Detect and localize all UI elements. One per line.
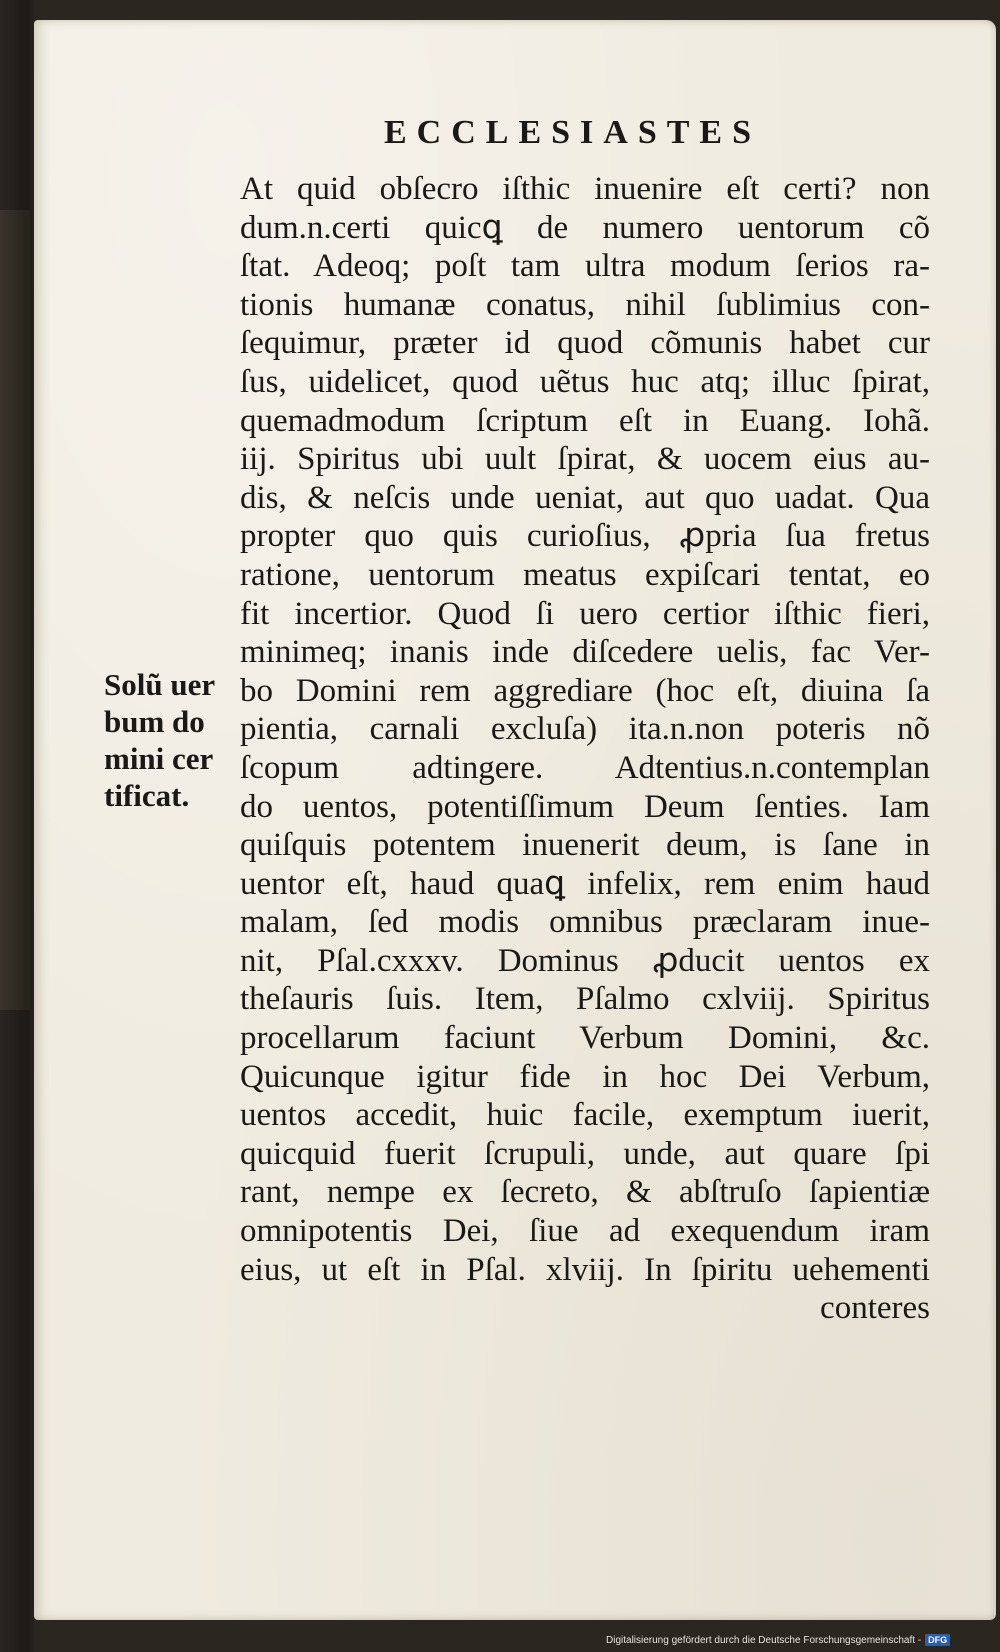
text-line: iij. Spiritus ubi uult ſpirat, & uocem eius au- bbox=[240, 441, 930, 478]
footer-credit: Digitalisierung gefördert durch die Deutsche Forschungsgemeinschaft - bbox=[606, 1634, 922, 1646]
margin-note-line: bum do bbox=[104, 704, 205, 739]
text-line: Quicunque igitur fide in hoc Dei Verbum, bbox=[240, 1058, 930, 1095]
text-line: ſequimur, præter id quod cõmunis habet cur bbox=[240, 325, 930, 362]
text-line: malam, ſed modis omnibus præclaram inue- bbox=[240, 904, 930, 941]
margin-note-line: Solũ uer bbox=[104, 667, 216, 702]
text-line: procellarum faciunt Verbum Domini, &c. bbox=[240, 1020, 930, 1057]
text-line: theſauris ſuis. Item, Pſalmo cxlviij. Spiritus bbox=[240, 981, 930, 1018]
text-line: At quid obſecro iſthic inuenire eſt certi? non bbox=[240, 171, 930, 207]
text-line: do uentos, potentiſſimum Deum ſenties. Iam bbox=[240, 788, 930, 825]
catchword: conteres bbox=[820, 1290, 930, 1327]
text-line: uentos accedit, huic facile, exemptum iuerit, bbox=[240, 1097, 930, 1134]
text-line: dis, & neſcis unde ueniat, aut quo uadat. Qua bbox=[240, 479, 930, 516]
digitization-footer bbox=[606, 1634, 950, 1646]
text-line: rant, nempe ex ſecreto, & abſtruſo ſapientiæ bbox=[240, 1174, 930, 1211]
text-line: ſus, uidelicet, quod uẽtus huc atq; illuc ſpirat, bbox=[240, 363, 930, 400]
text-line: dum.n.certi quicꝗ de numero uentorum cõ bbox=[240, 209, 930, 246]
text-line: pientia, carnali excluſa) ita.n.non poteris nõ bbox=[240, 711, 930, 748]
text-line: ſcopum adtingere. Adtentius.n.contemplan bbox=[240, 749, 930, 786]
text-line: tionis humanæ conatus, nihil ſublimius con- bbox=[240, 286, 930, 323]
text-line: uentor eſt, haud quaꝗ infelix, rem enim haud bbox=[240, 865, 930, 902]
text-line: omnipotentis Dei, ſiue ad exequendum iram bbox=[240, 1213, 930, 1250]
text-line: ratione, uentorum meatus expiſcari tentat, eo bbox=[240, 556, 930, 593]
dfg-logo-icon: DFG bbox=[925, 1634, 950, 1646]
margin-note-line: tificat. bbox=[104, 778, 190, 813]
text-line: quemadmodum ſcriptum eſt in Euang. Iohã. bbox=[240, 402, 930, 439]
text-line: nit, Pſal.cxxxv. Dominus ꝓducit uentos ex bbox=[240, 942, 930, 979]
text-line: ſtat. Adeoq; poſt tam ultra modum ſerios ra- bbox=[240, 248, 930, 285]
text-line: minimeq; inanis inde diſcedere uelis, fac Ver- bbox=[240, 634, 930, 671]
text-line: propter quo quis curioſius, ꝓpria ſua fretus bbox=[240, 518, 930, 555]
text-line: fit incertior. Quod ſi uero certior iſthic fieri, bbox=[240, 595, 930, 632]
text-line: eius, ut eſt in Pſal. xlviij. In ſpiritu uehementi bbox=[240, 1251, 930, 1288]
text-line: quicquid fuerit ſcrupuli, unde, aut quare ſpi bbox=[240, 1135, 930, 1172]
margin-note bbox=[104, 666, 234, 814]
text-line: bo Domini rem aggrediare (hoc eſt, diuina ſa bbox=[240, 672, 930, 709]
text-line: quiſquis potentem inuenerit deum, is ſane in bbox=[240, 827, 930, 864]
running-title: ECCLESIASTES bbox=[384, 114, 762, 151]
book-edge-left bbox=[0, 210, 30, 1010]
margin-note-line: mini cer bbox=[104, 741, 214, 776]
body-text-block bbox=[240, 170, 930, 1328]
